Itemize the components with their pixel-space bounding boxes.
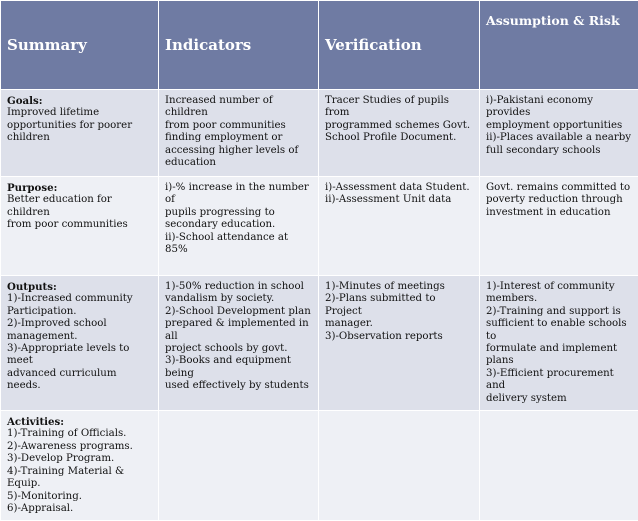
cell-text-line: 3)-Appropriate levels to meet (7, 343, 152, 368)
cell-summary (1, 90, 159, 177)
cell-text-line: investment in education (486, 207, 632, 219)
cell-text-line: i)-% increase in the number of (165, 182, 312, 207)
cell-text-line: 1)-Increased community (7, 293, 152, 305)
table-row-outputs (1, 276, 638, 411)
cell-text-line: ii)-Assessment Unit data (325, 194, 473, 206)
row-label: Activities: (7, 416, 152, 428)
cell-summary (1, 276, 159, 411)
cell-text-line: vandalism by society. (165, 293, 312, 305)
cell-text-line: 2)-School Development plan (165, 306, 312, 318)
cell-text-line: Improved lifetime (7, 107, 152, 119)
cell-text-line: delivery system (486, 393, 632, 405)
cell-assumption (480, 411, 638, 521)
row-label: Outputs: (7, 281, 152, 293)
cell-verification (319, 411, 480, 521)
table-row-purpose (1, 177, 638, 276)
cell-summary (1, 177, 159, 276)
cell-text-line: Tracer Studies of pupils from (325, 95, 473, 120)
cell-indicators (159, 411, 319, 521)
cell-text-line: 3)-Efficient procurement and (486, 368, 632, 393)
cell-assumption (480, 90, 638, 177)
cell-text-line: poverty reduction through (486, 194, 632, 206)
cell-text-line: 3)-Observation reports (325, 331, 473, 343)
cell-text-line: Increased number of children (165, 95, 312, 120)
cell-text-line: Govt. remains committed to (486, 182, 632, 194)
cell-text-line: secondary education. (165, 219, 312, 231)
cell-text-line: sufficient to enable schools to (486, 318, 632, 343)
cell-indicators (159, 90, 319, 177)
cell-text-line: plans (486, 355, 632, 367)
cell-text-line: members. (486, 293, 632, 305)
cell-text-line: manager. (325, 318, 473, 330)
cell-text-line: 1)-Interest of community (486, 281, 632, 293)
cell-assumption (480, 177, 638, 276)
cell-text-line: management. (7, 331, 152, 343)
header-indicators: Indicators (159, 1, 319, 90)
cell-verification (319, 90, 480, 177)
cell-text-line: School Profile Document. (325, 132, 473, 144)
cell-text-line: 2)-Improved school (7, 318, 152, 330)
cell-text-line: from poor communities (7, 219, 152, 231)
header-row (1, 1, 638, 90)
cell-text-line: 2)-Training and support is (486, 306, 632, 318)
cell-text-line: Better education for children (7, 194, 152, 219)
cell-text-line: 1)-Training of Officials. (7, 428, 152, 440)
cell-text-line: from poor communities (165, 120, 312, 132)
cell-text-line: 4)-Training Material & Equip. (7, 466, 152, 491)
cell-text-line: accessing higher levels of (165, 145, 312, 157)
cell-text-line: 2)-Plans submitted to Project (325, 293, 473, 318)
cell-text-line: project schools by govt. (165, 343, 312, 355)
cell-text-line: formulate and implement (486, 343, 632, 355)
cell-verification (319, 177, 480, 276)
cell-indicators (159, 177, 319, 276)
cell-indicators (159, 276, 319, 411)
cell-text-line: i)-Pakistani economy provides (486, 95, 632, 120)
row-label: Goals: (7, 95, 152, 107)
header-verification: Verification (319, 1, 480, 90)
cell-verification (319, 276, 480, 411)
table-row-activities (1, 411, 638, 521)
cell-text-line: programmed schemes Govt. (325, 120, 473, 132)
cell-text-line: used effectively by students (165, 380, 312, 392)
row-label: Purpose: (7, 182, 152, 194)
cell-text-line: opportunities for poorer (7, 120, 152, 132)
cell-text-line: 3)-Develop Program. (7, 453, 152, 465)
cell-text-line: 1)-50% reduction in school (165, 281, 312, 293)
cell-text-line: education (165, 157, 312, 169)
cell-text-line: employment opportunities (486, 120, 632, 132)
header-summary: Summary (1, 1, 159, 90)
cell-assumption (480, 276, 638, 411)
cell-text-line: Participation. (7, 306, 152, 318)
cell-text-line: 5)-Monitoring. (7, 491, 152, 503)
cell-text-line: advanced curriculum needs. (7, 368, 152, 393)
cell-text-line: ii)-School attendance at 85% (165, 232, 312, 257)
cell-text-line: pupils progressing to (165, 207, 312, 219)
cell-text-line: full secondary schools (486, 145, 632, 157)
table-row-goals (1, 90, 638, 177)
cell-text-line: i)-Assessment data Student. (325, 182, 473, 194)
cell-text-line: prepared & implemented in all (165, 318, 312, 343)
cell-text-line: 1)-Minutes of meetings (325, 281, 473, 293)
cell-text-line: ii)-Places available a nearby (486, 132, 632, 144)
cell-text-line: children (7, 132, 152, 144)
cell-summary (1, 411, 159, 521)
header-assumption-risk: Assumption & Risk (480, 1, 638, 90)
cell-text-line: finding employment or (165, 132, 312, 144)
cell-text-line: 6)-Appraisal. (7, 503, 152, 515)
cell-text-line: 2)-Awareness programs. (7, 441, 152, 453)
cell-text-line: 3)-Books and equipment being (165, 355, 312, 380)
